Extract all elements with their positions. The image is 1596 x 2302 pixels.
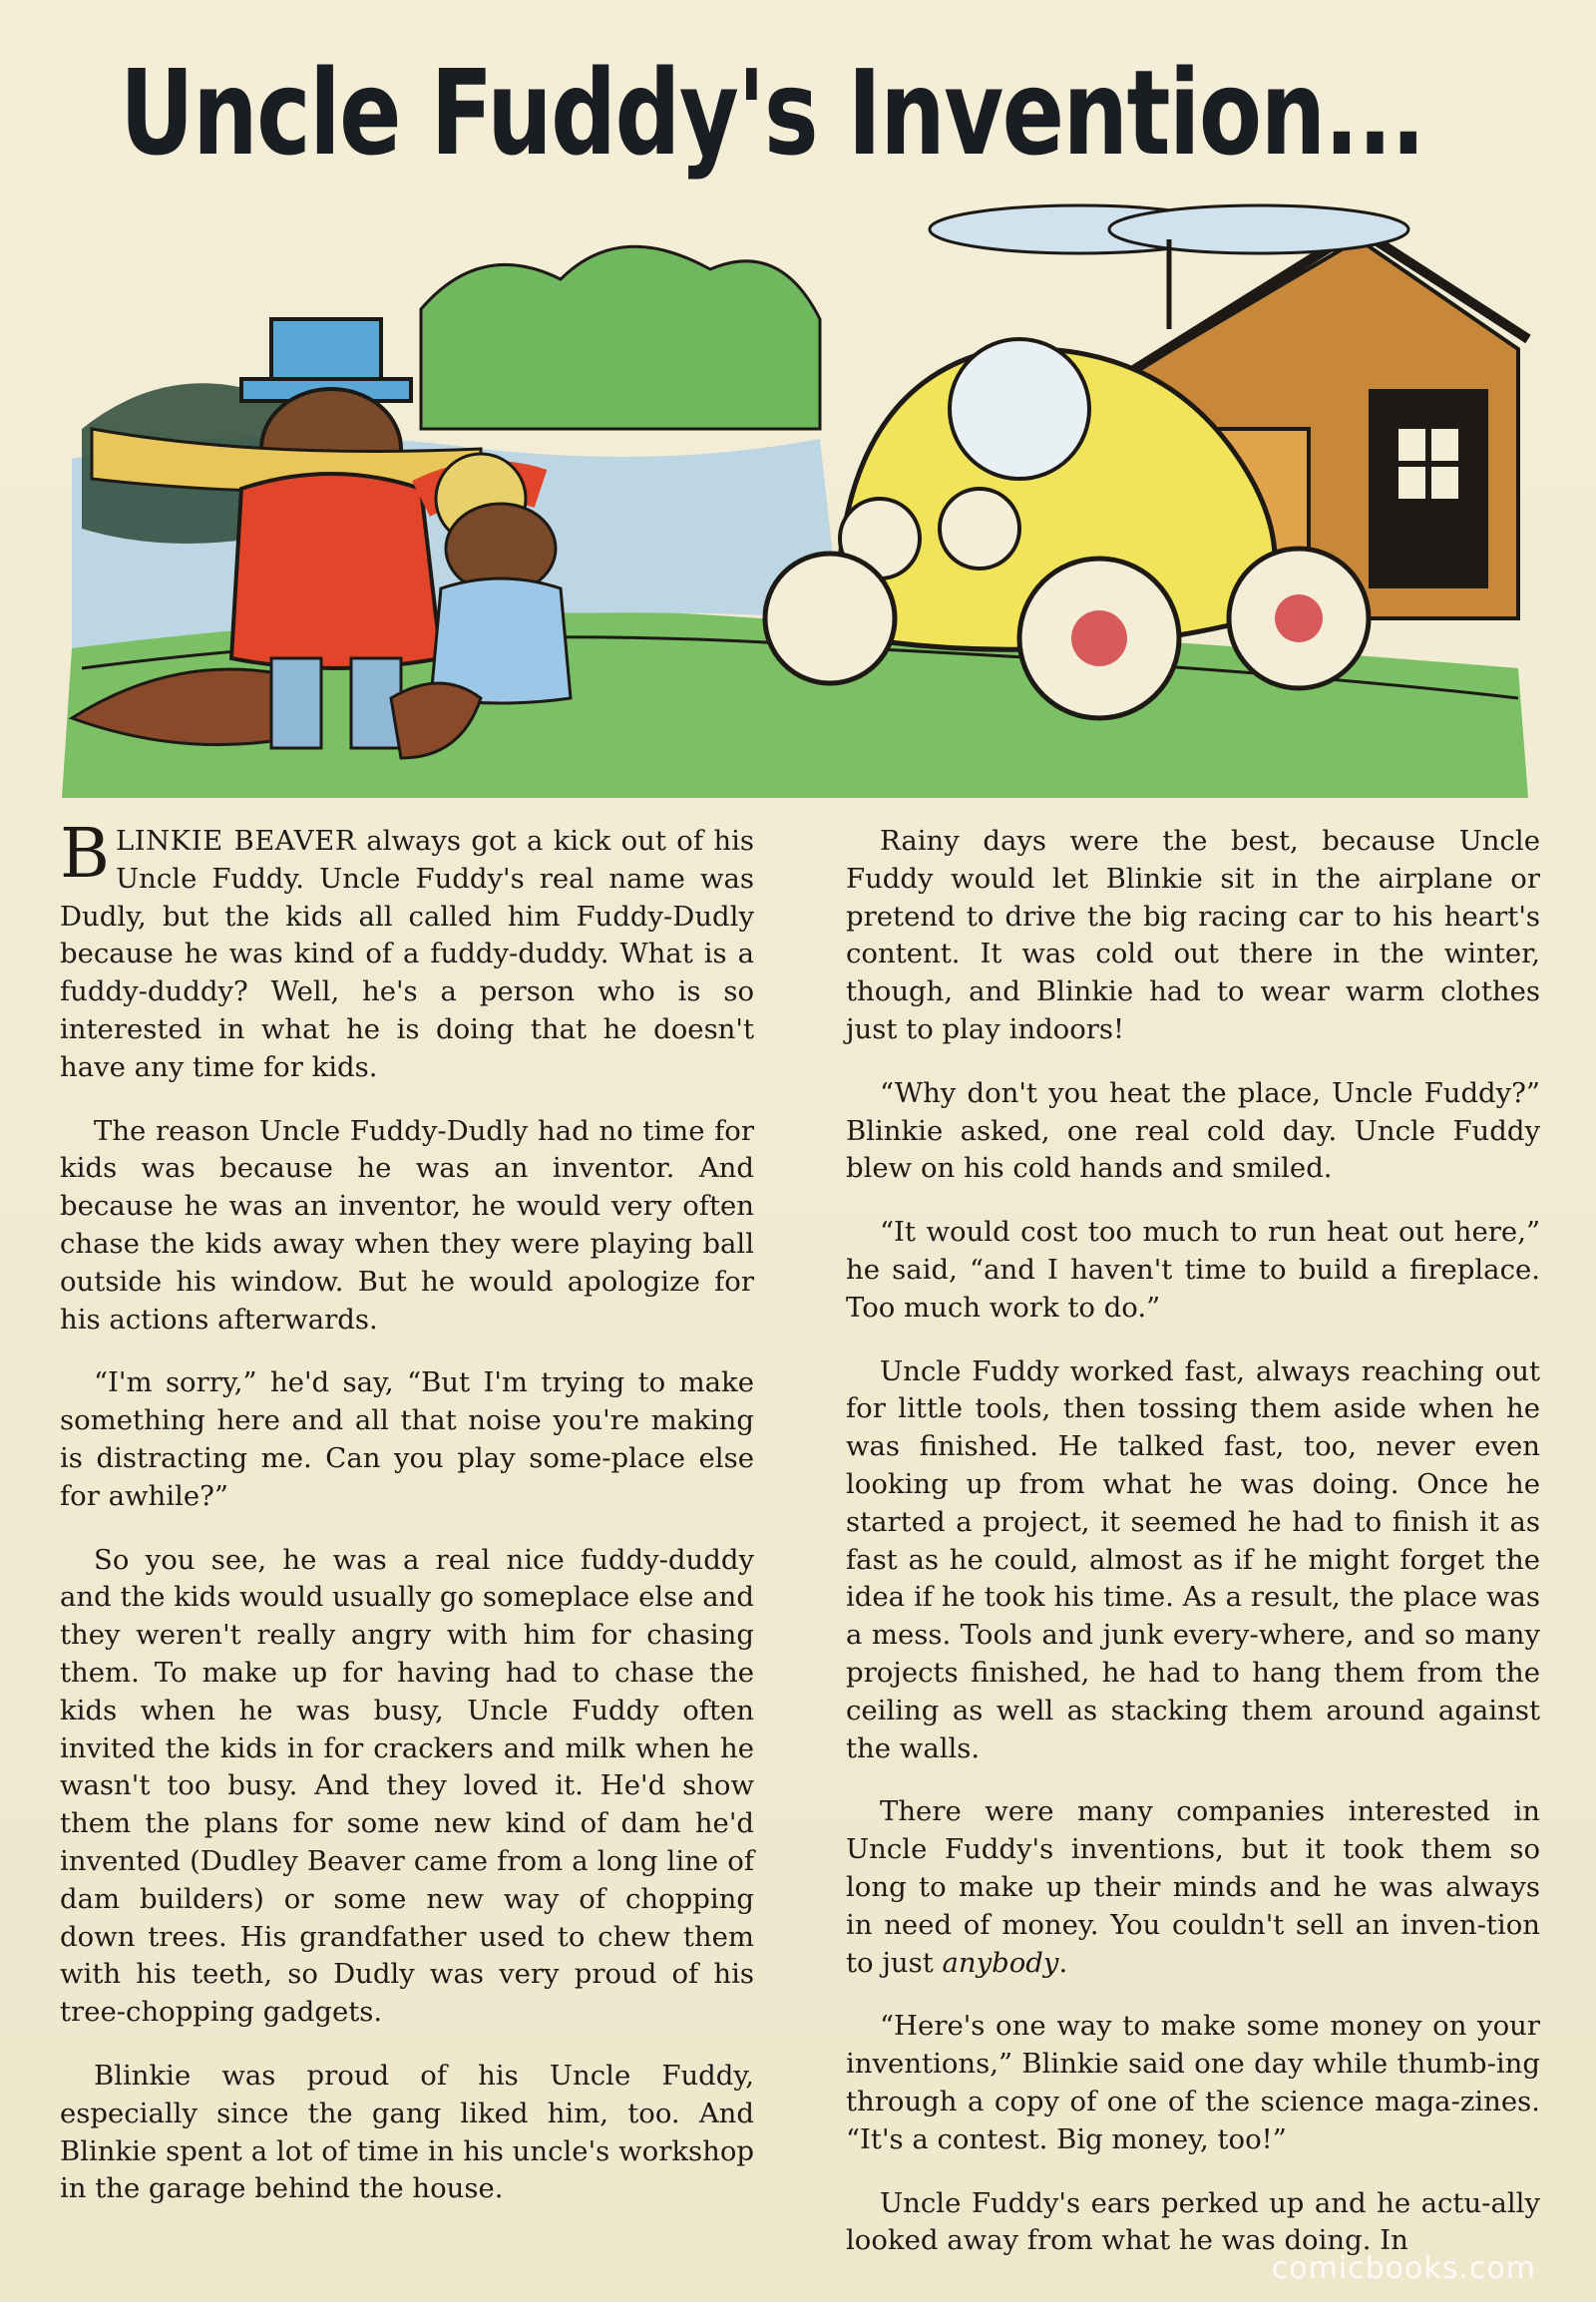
paragraph bbox=[60, 815, 754, 1087]
left-text-column bbox=[60, 815, 754, 2234]
emphasis: anybody bbox=[942, 1946, 1059, 1979]
paragraph: “I'm sorry,” he'd say, “But I'm trying to make something here and all that noise you're making is distracting me. Can you play some-place else for awhile?” bbox=[60, 1366, 754, 1512]
page-title: Uncle Fuddy's Invention... bbox=[120, 44, 1424, 182]
watermark: comicbooks.com bbox=[1271, 2251, 1536, 2286]
lead-in: LINKIE BEAVER bbox=[115, 825, 356, 857]
paragraph: Uncle Fuddy worked fast, always reaching out for little tools, then tossing them aside when he was finished. He talked fast, too, never even looking up from what he was doing. Once he started a project, it seemed he had to finish it as fast as he could, almost as if he might forget the idea if he took his time. As a result, the place was a mess. Tools and junk every-where, and so many projects finished, he had to hang them from the ceiling as well as stacking them around against the walls. bbox=[846, 1354, 1540, 1764]
paragraph: “Why don't you heat the place, Uncle Fuddy?” Blinkie asked, one real cold day. Uncle Fuddy blew on his cold hands and smiled. bbox=[846, 1076, 1540, 1185]
paragraph: Uncle Fuddy's ears perked up and he actu-ally looked away from what he was doing. In bbox=[846, 2186, 1540, 2257]
paragraph: The reason Uncle Fuddy-Dudly had no time for kids was because he was an inventor. And because he was an inventor, he would very often chase the kids away when they were playing ball outside his window. But he would apologize for his actions afterwards. bbox=[60, 1114, 754, 1336]
drop-cap: B bbox=[60, 815, 110, 894]
paragraph: So you see, he was a real nice fuddy-duddy and the kids would usually go someplace else and they weren't really angry with him for chasing them. To make up for having had to chase the kids when he was busy, Uncle Fuddy often invited the kids in for crackers and milk when he wasn't too busy. And they loved it. He'd show them the plans for some new kind of dam he'd invented (Dudley Beaver came from a long line of dam builders) or some new way of chopping down trees. His grandfather used to chew them with his teeth, so Dudly was very proud of his tree-chopping gadgets. bbox=[60, 1543, 754, 2029]
paragraph: “Here's one way to make some money on your inventions,” Blinkie said one day while thumb-ing through a copy of one of the science maga-zines. “It's a contest. Big money, too!” bbox=[846, 2010, 1540, 2155]
story-illustration bbox=[62, 199, 1534, 798]
paragraph: Blinkie was proud of his Uncle Fuddy, especially since the gang liked him, too. And Blinkie spent a lot of time in his uncle's workshop in the garage behind the house. bbox=[60, 2059, 754, 2205]
paragraph: “It would cost too much to run heat out here,” he said, “and I haven't time to build a fireplace. Too much work to do.” bbox=[846, 1216, 1540, 1324]
paragraph-text: There were many companies interested in Uncle Fuddy's inventions, but it took them so long to make up their minds and he was always in need of money. You couldn't sell an inven-tion to just bbox=[846, 1795, 1540, 1979]
paragraph: Rainy days were the best, because Uncle Fuddy would let Blinkie sit in the airplane or pretend to drive the big racing car to his heart's content. It was cold out there in the winter, though, and Blinkie had to wear warm clothes just to play indoors! bbox=[846, 825, 1540, 1045]
right-text-column bbox=[846, 823, 1540, 2286]
paragraph-tail: . bbox=[1058, 1946, 1068, 1979]
paragraph-text: always got a kick out of his Uncle Fuddy. Uncle Fuddy's real name was Dudly, but the kids all called him Fuddy-Dudly because he was kind of a fuddy-duddy. What is a fuddy-duddy? Well, he's a person who is so interested in what he is doing that he doesn't have any time for kids. bbox=[60, 825, 754, 1083]
paragraph bbox=[846, 1793, 1540, 1982]
